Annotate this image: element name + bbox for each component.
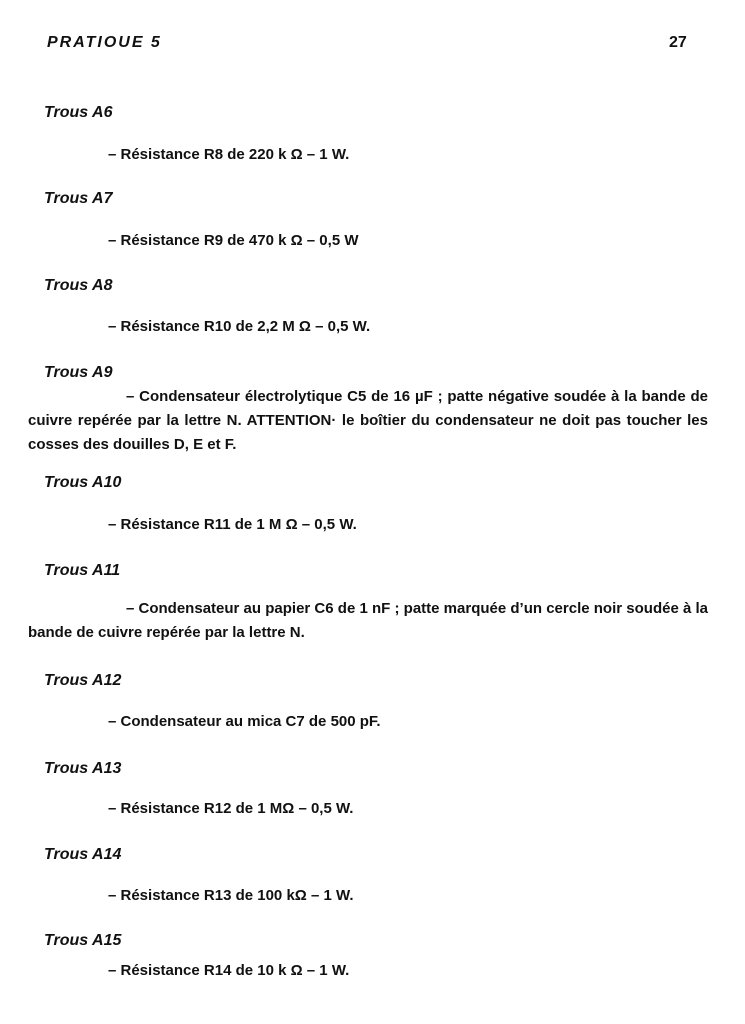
section-heading-a7: Trous A7 [44,190,113,207]
section-text-a8: – Résistance R10 de 2,2 M Ω – 0,5 W. [108,318,371,335]
section-paragraph-a11 [28,597,708,645]
running-header-title: PRATIOUE 5 [47,34,162,51]
section-heading-a13: Trous A13 [44,760,122,777]
section-text-a15: – Résistance R14 de 10 k Ω – 1 W. [108,962,350,979]
section-heading-a8: Trous A8 [44,277,113,294]
section-paragraph-a9 [28,385,708,457]
section-heading-a15: Trous A15 [44,932,122,949]
section-heading-a6: Trous A6 [44,104,113,121]
section-text-a13: – Résistance R12 de 1 MΩ – 0,5 W. [108,800,354,817]
section-heading-a9: Trous A9 [44,364,113,381]
section-heading-a12: Trous A12 [44,672,122,689]
section-text-a7: – Résistance R9 de 470 k Ω – 0,5 W [108,232,359,249]
section-text-a6: – Résistance R8 de 220 k Ω – 1 W. [108,146,350,163]
section-heading-a14: Trous A14 [44,846,122,863]
section-text-a14: – Résistance R13 de 100 kΩ – 1 W. [108,887,354,904]
page-number: 27 [669,34,687,51]
section-text-a11: – Condensateur au papier C6 de 1 nF ; patte marquée d’un cercle noir soudée à la bande de cuivre repérée par la lettre N. [28,600,708,641]
section-heading-a10: Trous A10 [44,474,122,491]
section-text-a9: – Condensateur électrolytique C5 de 16 µF ; patte négative soudée à la bande de cuivre repérée par la lettre N. ATTENTION· le boîtier du condensateur ne doit pas toucher les cosses des douilles D, E et F. [28,388,708,453]
section-text-a12: – Condensateur au mica C7 de 500 pF. [108,713,381,730]
section-heading-a11: Trous A11 [44,562,121,579]
section-text-a10: – Résistance R11 de 1 M Ω – 0,5 W. [108,516,357,533]
